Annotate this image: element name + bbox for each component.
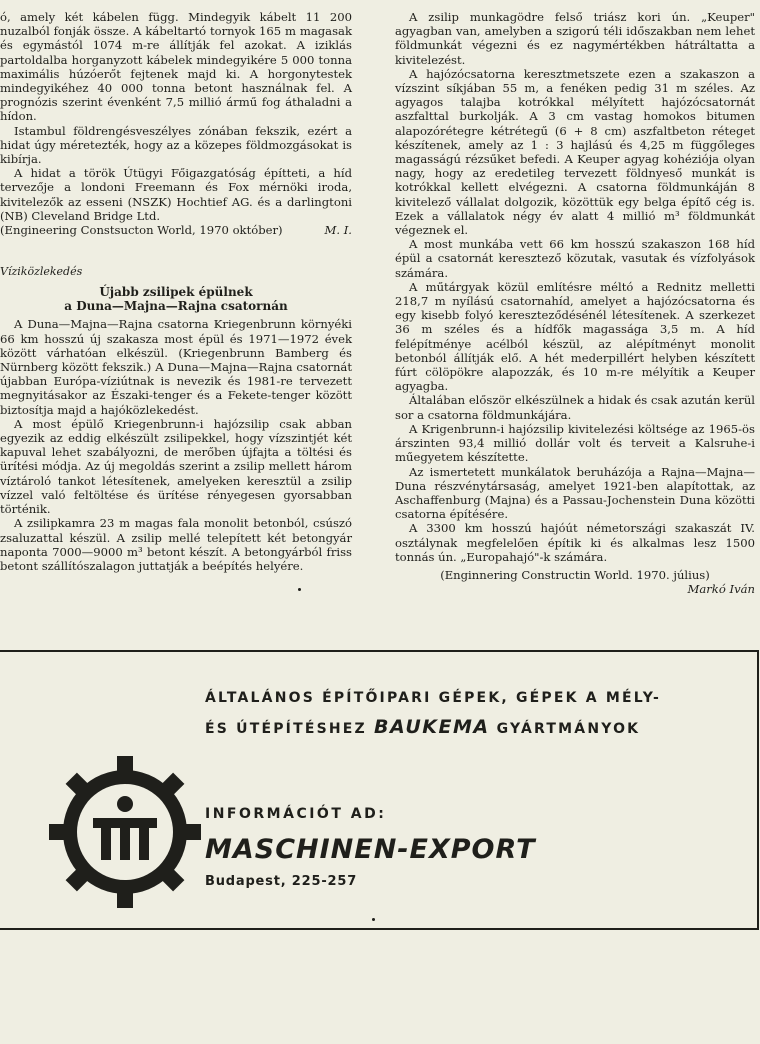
paragraph: A zsilip munkagödre felső triász kori ún. „Keuper" agyagban van, amelyben a szigorú téli időszakban nem lehet földmunkát végezni és ez nagymértékben hátráltatta a kivitelezést.: [395, 10, 755, 67]
paragraph: Az ismertetett munkálatok beruházója a Rajna—Majna—Duna részvénytársaság, amelyet 1921-ben alapítottak, az Aschaffenburg (Majna) és a Passau-Jochenstein Duna közötti csatorna építésére.: [395, 464, 755, 522]
source-line: [0, 223, 352, 237]
paragraph: Istambul földrengésveszélyes zónában fekszik, ezért a hidat úgy méretezték, hogy az a közepes földmozgásokat is kibírja.: [0, 123, 352, 167]
author-name: Markó Iván: [687, 582, 755, 597]
company-address: Budapest, 225-257: [205, 874, 358, 889]
paragraph: A most épülő Kriegenbrunn-i hajózsilip csak abban egyezik az eddig elkészült zsilipekkel, hogy vízszintjét két kapuval lehet szabályozni, de merőben újfajta a töltési és ürítési módja. Az új megoldás szerint a zsilip mellett három víztároló tankot létesítenek, amelyeken keresztül a zsilip vízzel való feltöltése és ürítése rényegesen gyorsabban történik.: [0, 416, 352, 517]
section-rubric: Víziközlekedés: [0, 265, 83, 279]
paragraph: A műtárgyak közül említésre méltó a Rednitz melletti 218,7 m nyílású csatornahíd, amelyet a hajózócsatorna és egy kisebb folyó kereszteződésénél létesítenek. A szerkezet 36 m széles és a hídfők magassága 3,5 m. A híd felépítménye acélból készül, az alépítményt monolit betonból állítják elő. A hét mederpillért helyben készített fúrt cölöpökre alapozzák, és 10 m-re mélyítik a Keuper agyagba.: [395, 279, 755, 394]
author-line: [395, 582, 755, 596]
paragraph: ó, amely két kábelen függ. Mindegyik kábelt 11 200 nuzalból fonják össze. A kábeltartó tornyok 165 m magasak és egymástól 1074 m-re állítják fel azokat. A iziklás partoldalba horganyzott kábelek mindegyikére 5 000 tonna maximális húzóerőt fejtenek majd ki. A horgonytestek mindegyikéhez 40 000 tonna betont használnak fel. A prognózis szerint évenként 7,5 millió ármű fog áthaladni a hídon.: [0, 10, 352, 124]
paragraph: A 3300 km hosszú hajóút németországi szakaszát IV. osztálynak megfelelően építik ki és alkalmas lesz 1500 tonnás ún. „Europahajó"-k számára.: [395, 521, 755, 564]
paragraph: A zsilipkamra 23 m magas fala monolit betonból, csúszó zsaluzattal készül. A zsilip mellé telepített két betongyár naponta 7000—9000 m³ betont készít. A betongyárból friss betont szállítószalagon juttatják a beépítés helyére.: [0, 516, 352, 573]
ad-headline-line-1: ÁLTALÁNOS ÉPÍTŐIPARI GÉPEK, GÉPEK A MÉLY-: [205, 690, 661, 706]
print-speck: [372, 918, 375, 921]
ad-line-2-suffix: GYÁRTMÁNYOK: [496, 721, 641, 737]
advertisement-box: [0, 650, 759, 930]
source-citation: (Engineering Constsucton World, 1970 október): [0, 223, 283, 238]
paragraph: Általában először elkészülnek a hidak és csak azután kerül sor a csatorna földmunkájára.: [395, 393, 755, 422]
source-citation: (Enginnering Constructin World. 1970. július): [440, 567, 710, 582]
paragraph: A Krigenbrunn-i hajózsilip kivitelezési költsége az 1965-ös árszinten 93,4 millió dollár volt és terveit a Kalsruhe-i műegyetem készítette.: [395, 421, 755, 465]
print-speck: [298, 588, 301, 591]
info-label: INFORMÁCIÓT AD:: [205, 806, 387, 822]
paragraph: A hidat a török Útügyi Főigazgatóság építteti, a híd tervezője a londoni Freemann és Fox mérnöki iroda, kivitelezők az esseni (NSZK) Hochtief AG. és a darlingtoni (NB) Cleveland Bridge Ltd.: [0, 166, 352, 223]
paragraph: A hajózócsatorna keresztmetszete ezen a szakaszon a vízszint síkjában 55 m, a fenéken pedig 31 m széles. Az agyagos talajba kotrókkal mélyített hajózócsatornát aszfalttal burkolják. A 3 cm vastag homokos bitumen alapozórétegre kétrétegű (6 + 8 cm) aszfaltbeton réteget készítenek, amely az 1 : 3 hajlású és 4,25 m függőleges magasságú rézsűket befedi. A Keuper agyag kohéziója olyan nagy, hogy az eredetileg tervezett földnyeső munkát is kotrókkal kellett elvégezni. A csatorna földmunkáján 8 kivitelező vállalat dolgozik, közöttük egy belga építő cég is. Ezek a vállalatok négy év alatt 4 millió m³ földmunkát végeznek el.: [395, 66, 755, 238]
ad-line-2-prefix: ÉS ÚTÉPÍTÉSHEZ: [205, 721, 367, 737]
article-title-line-1: Újabb zsilipek épülnek: [99, 285, 253, 300]
brand-name: BAUKEMA: [373, 716, 490, 738]
ad-headline-line-2: [205, 716, 640, 738]
right-column: [395, 10, 755, 596]
source-line: [395, 568, 755, 582]
gear-factory-logo-icon: [45, 752, 205, 912]
author-initials: M. I.: [324, 223, 352, 238]
company-name: MASCHINEN-EXPORT: [205, 834, 536, 865]
left-column: [0, 10, 352, 573]
article-title-line-2: a Duna—Majna—Rajna csatornán: [64, 299, 288, 314]
paragraph: A most munkába vett 66 km hosszú szakaszon 168 híd épül a csatornát keresztező közutak, vasutak és vízfolyások számára.: [395, 237, 755, 280]
article-title: [0, 285, 352, 313]
paragraph: A Duna—Majna—Rajna csatorna Kriegenbrunn környéki 66 km hosszú új szakasza most épül és 1971—1972 évek között várhatóan elkészül. (Kriegenbrunn Bamberg és Nürnberg között fekszik.) A Duna—Majna—Rajna csatornát újabban Európa-víziútnak is nevezik és 1981-re tervezett megnyitásakor az Északi-tenger és a Fekete-tenger között biztosítja majd a hajóközlekedést.: [0, 317, 352, 417]
